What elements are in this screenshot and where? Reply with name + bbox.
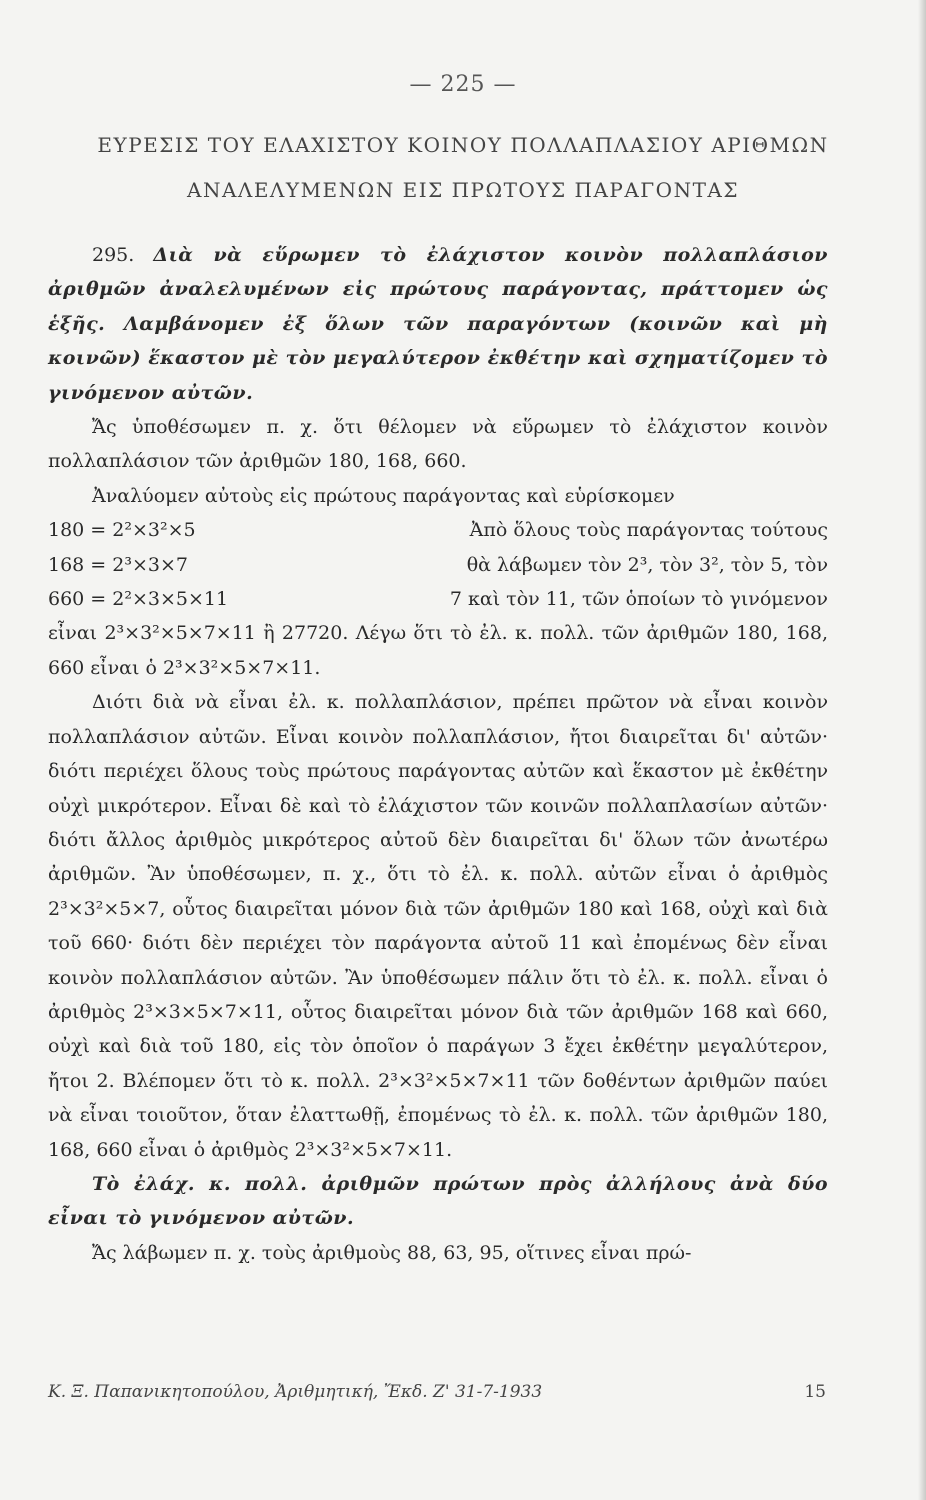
factorization-left: 168 = 2³×3×7	[48, 553, 188, 576]
footer-citation: Κ. Ξ. Παπανικητοπούλου, Ἀριθμητική, Ἔκδ. Ζ' 31-7-1933	[48, 1382, 543, 1402]
page-body	[48, 238, 828, 1270]
factorization-row	[48, 513, 828, 547]
rule-paragraph	[48, 238, 828, 410]
rule-coprime: Τὸ ἐλάχ. κ. πολλ. ἀριθμῶν πρώτων πρὸς ἀλλήλους ἀνὰ δύο εἶναι τὸ γινόμενον αὐτῶν.	[48, 1172, 828, 1230]
paragraph-proof: Διότι διὰ νὰ εἶναι ἐλ. κ. πολλαπλάσιον, πρέπει πρῶτον νὰ εἶναι κοινὸν πολλαπλάσιον αὐτῶν. Εἶναι κοινὸν πολλαπλάσιον, ἤτοι διαιρεῖται δι' αὐτῶν· διότι περιέχει ὅλους τοὺς πρώτους παράγοντας αὐτῶν καὶ ἕκαστον μὲ ἐκθέτην οὐχὶ μικρότερον. Εἶναι δὲ καὶ τὸ ἐλάχιστον τῶν κοινῶν πολλαπλασίων αὐτῶν· διότι ἄλλος ἀριθμὸς μικρότερος αὐτοῦ δὲν διαιρεῖται δι' ὅλων τῶν ἀνωτέρω ἀριθμῶν. Ἂν ὑποθέσωμεν, π. χ., ὅτι τὸ ἐλ. κ. πολλ. αὐτῶν εἶναι ὁ ἀριθμὸς 2³×3²×5×7, οὗτος διαιρεῖται μόνον διὰ τῶν ἀριθμῶν 180 καὶ 168, οὐχὶ καὶ διὰ τοῦ 660· διότι δὲν περιέχει τὸν παράγοντα αὐτοῦ 11 καὶ ἐπομένως δὲν εἶναι κοινὸν πολλαπλάσιον αὐτῶν. Ἂν ὑποθέσωμεν πάλιν ὅτι τὸ ἐλ. κ. πολλ. εἶναι ὁ ἀριθμὸς 2³×3×5×7×11, οὗτος διαιρεῖται μόνον διὰ τῶν ἀριθμῶν 168 καὶ 660, οὐχὶ καὶ διὰ τοῦ 180, εἰς τὸν ὁποῖον ὁ παράγων 3 ἔχει ἐκθέτην μεγαλύτερον, ἤτοι 2. Βλέπομεν ὅτι τὸ κ. πολλ. 2³×3²×5×7×11 τῶν δοθέντων ἀριθμῶν παύει νὰ εἶναι τοιοῦτον, ὅταν ἐλαττωθῇ, ἐπομένως τὸ ἐλ. κ. πολλ. τῶν ἀριθμῶν 180, 168, 660 εἶναι ὁ ἀριθμὸς 2³×3²×5×7×11.	[48, 691, 828, 1161]
paragraph-example-2: Ἄς λάβωμεν π. χ. τοὺς ἀριθμοὺς 88, 63, 95, οἵτινες εἶναι πρώ-	[92, 1241, 692, 1264]
paragraph-example-intro: Ἄς ὑποθέσωμεν π. χ. ὅτι θέλομεν νὰ εὕρωμεν τὸ ἐλάχιστον κοινὸν πολλαπλάσιον τῶν ἀριθμῶν 180, 168, 660.	[48, 416, 828, 473]
factorization-right: 7 καὶ τὸν 11, τῶν ὁποίων τὸ γινόμενον	[449, 588, 828, 611]
factorization-row	[48, 582, 828, 616]
paragraph-decompose: Ἀναλύομεν αὐτοὺς εἰς πρώτους παράγοντας καὶ εὑρίσκομεν	[92, 484, 675, 507]
factorization-right: Ἀπὸ ὅλους τοὺς παράγοντας τούτους	[469, 519, 828, 542]
page-edge-shadow	[918, 0, 926, 1500]
footer-signature-number: 15	[804, 1382, 826, 1402]
factorization-right: θὰ λάβωμεν τὸν 2³, τὸν 3², τὸν 5, τὸν	[466, 553, 828, 576]
factorization-left: 660 = 2²×3×5×11	[48, 588, 229, 611]
section-number: 295.	[92, 244, 135, 266]
rule-text: Διὰ νὰ εὕρωμεν τὸ ἐλάχιστον κοινὸν πολλαπλάσιον ἀριθμῶν ἀναλελυμένων εἰς πρώτους παράγοντας, πράττομεν ὡς ἑξῆς. Λαμβάνομεν ἐξ ὅλων τῶν παραγόντων (κοινῶν καὶ μὴ κοινῶν) ἕκαστον μὲ τὸν μεγαλύτερον ἐκθέτην καὶ σχηματίζομεν τὸ γινόμενον αὐτῶν.	[48, 244, 828, 404]
paragraph-result: εἶναι 2³×3²×5×7×11 ἢ 27720. Λέγω ὅτι τὸ ἐλ. κ. πολλ. τῶν ἀριθμῶν 180, 168, 660 εἶναι ὁ 2³×3²×5×7×11.	[48, 622, 828, 679]
heading-line-1: ΕΥΡΕΣΙΣ ΤΟΥ ΕΛΑΧΙΣΤΟΥ ΚΟΙΝΟΥ ΠΟΛΛΑΠΛΑΣΙΟΥ ΑΡΙΘΜΩΝ	[97, 133, 829, 157]
factorization-row	[48, 548, 828, 582]
page-number: — 225 —	[409, 72, 517, 97]
factorization-left: 180 = 2²×3²×5	[48, 519, 196, 542]
page-footer	[48, 1382, 826, 1402]
heading-line-2: ΑΝΑΛΕΛΥΜΕΝΩΝ ΕΙΣ ΠΡΩΤΟΥΣ ΠΑΡΑΓΟΝΤΑΣ	[187, 178, 739, 202]
